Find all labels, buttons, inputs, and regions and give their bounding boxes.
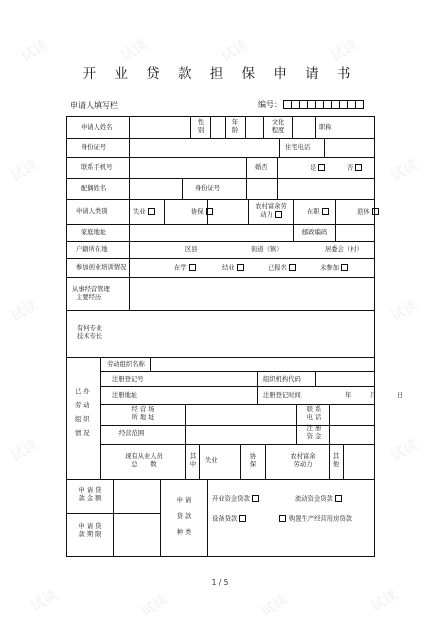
reg-month: 月: [370, 392, 377, 399]
postal-code-label: 邮政编码: [302, 229, 328, 236]
name-label: 申请人姓名: [81, 124, 113, 131]
capital-label: 注 册 资 金: [306, 425, 322, 441]
business-scope-label: 经营范围: [119, 430, 145, 437]
watermark: 试读: [258, 591, 291, 620]
business-site-label: 经 营 场 所 地 址: [131, 406, 155, 422]
loan-startup-capital[interactable]: 开业资金贷款: [212, 495, 259, 504]
reg-year: 年: [345, 392, 352, 399]
type-unemployed[interactable]: 失业: [133, 208, 155, 217]
watermark: 试读: [368, 586, 401, 615]
watermark: 试读: [328, 36, 361, 65]
mobile-label: 联系手机号: [81, 164, 113, 171]
number-label: 编号：: [258, 100, 282, 109]
training-registered[interactable]: 已报名: [268, 264, 296, 273]
id-number-label: 身份证号: [81, 144, 107, 151]
specialty-label: 有何专业 技术专长: [77, 325, 103, 341]
watermark: 试读: [388, 156, 421, 185]
reg-address-label: 注册地址: [112, 392, 138, 399]
reg-number-label: 注册登记号: [112, 376, 144, 383]
org-section-label: 已 办 劳 动 组 织 情 况: [75, 388, 90, 437]
watermark: 试读: [118, 36, 151, 65]
watermark: 试读: [388, 296, 421, 325]
staff-unemployed-label: 失业: [205, 457, 218, 464]
loan-type-label: 申 请 贷 款 种 类: [176, 497, 192, 536]
contact-phone-label: 联 系 电 话: [306, 406, 322, 422]
marital-no[interactable]: 否: [347, 164, 362, 173]
loan-equipment[interactable]: 设备贷款: [212, 515, 246, 524]
applicant-column-label: 申请人填写栏: [70, 101, 118, 110]
spouse-name-label: 配偶姓名: [81, 185, 107, 192]
district-label: 区县: [185, 246, 198, 253]
watermark: 试读: [138, 591, 171, 620]
training-completed[interactable]: 结业: [222, 264, 244, 273]
application-form: [66, 116, 404, 557]
education-label: 文化 程度: [271, 119, 285, 135]
loan-working-capital[interactable]: 流动资金贷款: [295, 495, 342, 504]
address-label: 家庭地址: [81, 229, 107, 236]
watermark: 试读: [8, 436, 41, 465]
street-label: 街道（镇）: [251, 246, 283, 253]
registry-label: 户籍所在地: [76, 246, 108, 253]
watermark: 试读: [18, 36, 51, 65]
reg-time-label: 注册登记时间: [263, 392, 301, 399]
experience-label: 从事经营管理 主要经历: [72, 286, 110, 302]
type-rural-labor[interactable]: 农村富余劳 动力: [255, 203, 287, 219]
watermark: 试读: [28, 586, 61, 615]
loan-property[interactable]: 购置生产经营用房贷款: [279, 515, 352, 524]
loan-amount-label: 申 请 贷 款 金 额: [78, 487, 102, 503]
marital-yes[interactable]: 是: [310, 164, 325, 173]
type-employed[interactable]: 在职: [307, 208, 329, 217]
watermark: 试读: [8, 156, 41, 185]
age-label: 年 龄: [231, 119, 239, 135]
gender-label: 性 别: [197, 119, 205, 135]
staff-count-label: 现有从业人员 总 数: [125, 453, 163, 469]
staff-cooperation-label: 协 保: [249, 453, 257, 469]
marital-label: 婚否: [255, 164, 268, 171]
watermark: 试读: [8, 296, 41, 325]
number-boxes[interactable]: [284, 100, 364, 109]
home-phone-label: 住宅电话: [285, 144, 311, 151]
loan-term-label: 申 请 贷 款 期 限: [78, 523, 102, 539]
occupation-label: 职称: [319, 124, 332, 131]
watermark: 试读: [388, 436, 421, 465]
watermark: 试读: [218, 36, 251, 65]
committee-label: 居委会（村）: [325, 246, 363, 253]
spouse-id-label: 身份证号: [195, 185, 221, 192]
training-studying[interactable]: 在学: [174, 264, 196, 273]
of-which-label: 其 中: [189, 453, 197, 469]
training-not-registered[interactable]: 未参加: [320, 264, 348, 273]
application-number: [258, 99, 364, 110]
reg-day: 日: [397, 392, 404, 399]
org-code-label: 组织机构代码: [263, 376, 301, 383]
applicant-type-label: 申请人类别: [76, 208, 108, 215]
form-title: 开 业 贷 款 担 保 申 请 书: [82, 66, 358, 82]
type-retired[interactable]: 退休: [357, 208, 379, 217]
staff-other-label: 其 他: [332, 453, 340, 469]
staff-rural-label: 农村富余 劳动力: [290, 453, 316, 469]
org-name-label: 劳动组织名称: [107, 361, 145, 368]
type-cooperation[interactable]: 协保: [191, 208, 213, 217]
training-label: 参加创业培训情况: [76, 264, 127, 271]
page-number: 1 / 5: [211, 578, 229, 587]
